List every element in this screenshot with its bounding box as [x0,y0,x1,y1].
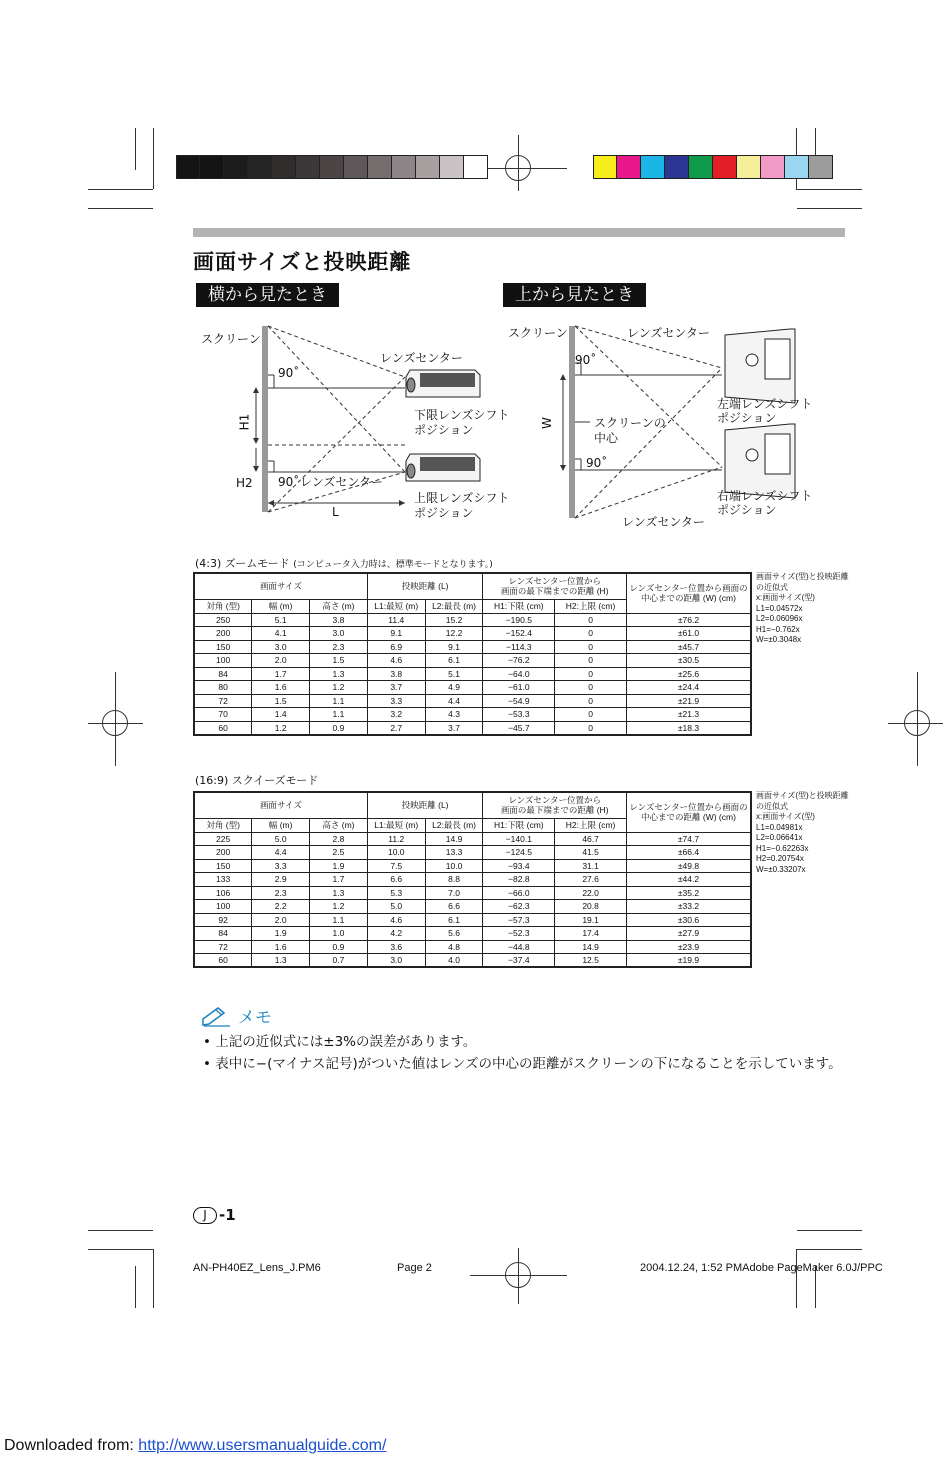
table-cell: ±74.7 [626,832,751,846]
projector-top-icon [725,424,795,498]
table-cell: 4.3 [425,708,483,722]
table-cell: 1.6 [252,681,310,695]
table-column-header: H2:上限 (cm) [555,599,627,613]
table-group-header: レンズセンター位置から画面の 中心までの距離 (W) (cm) [626,573,751,613]
table-row [194,667,751,681]
formula-line: H2=0.20754x [756,854,804,863]
color-swatch [737,155,761,179]
color-swatch [368,155,392,179]
table-cell: 12.5 [555,954,627,968]
table-cell: 41.5 [555,846,627,860]
h2-label: H2 [236,476,253,490]
color-swatch [392,155,416,179]
table-cell: 60 [194,954,252,968]
table-cell: 0 [555,681,627,695]
table-column-header: 幅 (m) [252,599,310,613]
table-cell: 1.7 [252,667,310,681]
table-group-header: レンズセンター位置から 画面の最下端までの距離 (H) [483,792,627,818]
table-cell: ±76.2 [626,613,751,627]
angle-label: 90˚ [278,366,300,380]
table-cell: 3.8 [367,667,425,681]
color-swatch [713,155,737,179]
table-cell: 72 [194,940,252,954]
table-column-header: 幅 (m) [252,818,310,832]
table-cell: −61.0 [483,681,555,695]
table-row [194,640,751,654]
table-cell: 5.3 [367,886,425,900]
table-column-header: H1:下限 (cm) [483,818,555,832]
table-cell: 1.3 [310,667,368,681]
table-cell: 27.6 [555,873,627,887]
footer-file: AN-PH40EZ_Lens_J.PM6 [193,1262,321,1274]
table-cell: 5.0 [252,832,310,846]
color-swatch [200,155,224,179]
table-cell: −114.3 [483,640,555,654]
screen-center-label: スクリーンの [594,416,666,430]
lens-center-label: レンズセンター [300,475,383,489]
table-row [194,886,751,900]
download-source [4,1437,386,1455]
table-cell: 4.1 [252,627,310,641]
download-label: Downloaded from: [4,1437,139,1454]
process-color-bar [593,155,833,179]
table-4-3-zoom [193,572,752,736]
formula-line: L1=0.04981x [756,822,803,832]
table1-formula-note [756,572,849,646]
table-row [194,913,751,927]
color-swatch [416,155,440,179]
table-cell: ±44.2 [626,873,751,887]
page-number [193,1206,236,1224]
table-cell: 9.1 [425,640,483,654]
table-cell: 1.4 [252,708,310,722]
table-row [194,694,751,708]
table-cell: 2.0 [252,654,310,668]
table-cell: −37.4 [483,954,555,968]
color-swatch [665,155,689,179]
right-shift-position: ポジション [717,503,777,517]
table-row [194,832,751,846]
formula-line: の近似式 [756,582,788,592]
table-cell: 2.8 [310,832,368,846]
table-cell: ±21.9 [626,694,751,708]
table-cell: 1.5 [310,654,368,668]
table-cell: 31.1 [555,859,627,873]
table-cell: 1.1 [310,694,368,708]
formula-line: 画面サイズ(型)と投映距離 [756,791,849,800]
h1-label: H1 [237,413,252,431]
table-cell: ±45.7 [626,640,751,654]
table-cell: 3.7 [367,681,425,695]
color-swatch [320,155,344,179]
screen-label: スクリーン [201,332,261,346]
angle-label: 90˚ [278,475,300,489]
table-cell: 2.3 [252,886,310,900]
table-cell: 84 [194,927,252,941]
top-view-tag: 上から見たとき [503,283,646,307]
table-row [194,927,751,941]
projector-icon [406,454,480,481]
table-group-header: 画面サイズ [194,573,367,599]
page-number-text: -1 [219,1206,236,1224]
table-column-header: H1:下限 (cm) [483,599,555,613]
table-column-header: 高さ (m) [310,599,368,613]
table-cell: 10.0 [425,859,483,873]
table-cell: 0 [555,721,627,735]
table-cell: 1.2 [310,681,368,695]
table-cell: ±49.8 [626,859,751,873]
table-cell: 1.0 [310,927,368,941]
table-group-header: 画面サイズ [194,792,367,818]
table-cell: 4.4 [425,694,483,708]
memo-heading [200,1003,272,1028]
color-swatch [464,155,488,179]
table-16-9-squeeze [193,791,752,968]
table-cell: 4.4 [252,846,310,860]
table-cell: 4.9 [425,681,483,695]
table-cell: ±33.2 [626,900,751,914]
table-cell: 225 [194,832,252,846]
lower-shift-label: 下限レンズシフト [414,408,510,422]
table-cell: 0 [555,694,627,708]
angle-label: 90˚ [575,353,597,367]
table1-note: (コンピュータ入力時は、標準モードとなります。) [293,560,493,570]
table-cell: −93.4 [483,859,555,873]
table-cell: 12.2 [425,627,483,641]
table-cell: 1.1 [310,913,368,927]
table-group-header: 投映距離 (L) [367,573,483,599]
table-cell: ±19.9 [626,954,751,968]
table-cell: 1.2 [252,721,310,735]
formula-line: H1=−0.62263x [756,843,809,853]
table-cell: 6.6 [367,873,425,887]
color-swatch [224,155,248,179]
table-cell: 6.6 [425,900,483,914]
table-cell: ±21.3 [626,708,751,722]
table-cell: 0 [555,667,627,681]
table-cell: 6.1 [425,654,483,668]
table-cell: 7.5 [367,859,425,873]
table-cell: 200 [194,846,252,860]
color-swatch [296,155,320,179]
table-cell: ±61.0 [626,627,751,641]
table-cell: 6.1 [425,913,483,927]
page-badge: J [193,1207,217,1224]
page-title: 画面サイズと投映距離 [193,250,412,274]
table-cell: −64.0 [483,667,555,681]
table-cell: −140.1 [483,832,555,846]
formula-line: L2=0.06096x [756,614,803,623]
table-cell: 3.8 [310,613,368,627]
formula-line: H1=−0.762x [756,624,800,634]
table-cell: 1.9 [310,859,368,873]
table-column-header: L1:最短 (m) [367,818,425,832]
table-cell: 1.2 [310,900,368,914]
lower-shift-position: ポジション [414,423,474,437]
formula-line: L2=0.06641x [756,833,803,842]
table-cell: ±24.4 [626,681,751,695]
left-shift-label: 左端レンズシフト [717,397,813,411]
left-shift-position: ポジション [717,411,777,425]
table-cell: 4.0 [425,954,483,968]
upper-shift-position: ポジション [414,506,474,520]
table-cell: 1.1 [310,708,368,722]
table-cell: 1.6 [252,940,310,954]
lens-center-label: レンズセンター [380,351,463,365]
table-cell: −152.4 [483,627,555,641]
table-cell: 1.3 [252,954,310,968]
projector-top-icon [725,329,795,403]
color-swatch [689,155,713,179]
table-cell: 0 [555,654,627,668]
table-row [194,627,751,641]
table-cell: 1.5 [252,694,310,708]
table-cell: 6.9 [367,640,425,654]
table-cell: 3.3 [367,694,425,708]
table-cell: 2.0 [252,913,310,927]
table-cell: −53.3 [483,708,555,722]
formula-line: x:画面サイズ(型) [756,812,815,821]
formula-line: W=±0.33207x [756,864,806,874]
table-row [194,681,751,695]
table-column-header: 高さ (m) [310,818,368,832]
table-group-header: 投映距離 (L) [367,792,483,818]
table-cell: 7.0 [425,886,483,900]
color-swatch [809,155,833,179]
table-cell: −44.8 [483,940,555,954]
gray-color-bar [176,155,488,179]
table-cell: 14.9 [425,832,483,846]
memo-item: • 表中に−(マイナス記号)がついた値はレンズの中心の距離がスクリーンの下になることを示しています。 [203,1056,842,1072]
table2-formula-note [756,791,849,875]
table-cell: 15.2 [425,613,483,627]
table-cell: −124.5 [483,846,555,860]
memo-label: メモ [238,1008,272,1028]
screen-label: スクリーン [508,326,568,340]
table-column-header: L2:最長 (m) [425,599,483,613]
table-cell: 5.6 [425,927,483,941]
color-swatch [761,155,785,179]
table-cell: 2.9 [252,873,310,887]
table-cell: −190.5 [483,613,555,627]
title-band [193,228,845,237]
table-cell: 84 [194,667,252,681]
table-cell: 0 [555,613,627,627]
table-row [194,613,751,627]
w-label: W [539,417,554,429]
table-cell: 106 [194,886,252,900]
table-cell: 150 [194,640,252,654]
table-group-header: レンズセンター位置から 画面の最下端までの距離 (H) [483,573,627,599]
color-swatch [176,155,200,179]
table-cell: 5.1 [252,613,310,627]
table-cell: 100 [194,654,252,668]
table-cell: ±30.5 [626,654,751,668]
table-cell: −82.8 [483,873,555,887]
table-cell: −66.0 [483,886,555,900]
table-cell: 3.3 [252,859,310,873]
table-cell: 3.0 [367,954,425,968]
table-row [194,954,751,968]
formula-line: L1=0.04572x [756,603,803,613]
table-cell: 3.0 [252,640,310,654]
table-cell: 4.6 [367,913,425,927]
table-cell: 11.2 [367,832,425,846]
table-cell: 150 [194,859,252,873]
table-cell: ±66.4 [626,846,751,860]
table-column-header: L1:最短 (m) [367,599,425,613]
table-cell: ±23.9 [626,940,751,954]
formula-line: W=±0.3048x [756,635,802,644]
screen-center-label-2: 中心 [594,431,619,445]
side-view-tag: 横から見たとき [196,283,339,307]
table-cell: 0.9 [310,940,368,954]
table-cell: 250 [194,613,252,627]
table-cell: 80 [194,681,252,695]
table-cell: −62.3 [483,900,555,914]
table-cell: 1.9 [252,927,310,941]
table-cell: 22.0 [555,886,627,900]
l-label: L [332,505,339,519]
table-row [194,708,751,722]
table-cell: ±30.6 [626,913,751,927]
upper-shift-label: 上限レンズシフト [414,491,510,505]
table-cell: 4.8 [425,940,483,954]
table-cell: ±18.3 [626,721,751,735]
table-column-header: L2:最長 (m) [425,818,483,832]
table-cell: −57.3 [483,913,555,927]
table-cell: 10.0 [367,846,425,860]
table-cell: 9.1 [367,627,425,641]
table-cell: 100 [194,900,252,914]
table-cell: −54.9 [483,694,555,708]
table-cell: 5.0 [367,900,425,914]
table-group-header: レンズセンター位置から画面の 中心までの距離 (W) (cm) [626,792,751,832]
color-swatch [617,155,641,179]
table-cell: 60 [194,721,252,735]
table-cell: 3.2 [367,708,425,722]
table-cell: 200 [194,627,252,641]
table-cell: 19.1 [555,913,627,927]
table-row [194,721,751,735]
table-cell: 8.8 [425,873,483,887]
color-swatch [344,155,368,179]
table-cell: 46.7 [555,832,627,846]
table1-caption [195,555,493,571]
download-link[interactable]: http://www.usersmanualguide.com/ [138,1437,387,1454]
table-cell: 0 [555,640,627,654]
table-row [194,859,751,873]
table-row [194,873,751,887]
angle-label: 90˚ [586,456,608,470]
table-cell: 4.6 [367,654,425,668]
color-swatch [440,155,464,179]
table-cell: ±35.2 [626,886,751,900]
table-cell: 92 [194,913,252,927]
table-cell: ±27.9 [626,927,751,941]
table-cell: −52.3 [483,927,555,941]
right-shift-label: 右端レンズシフト [717,489,813,503]
table-cell: 0.9 [310,721,368,735]
color-swatch [248,155,272,179]
table-cell: 4.2 [367,927,425,941]
table-cell: 72 [194,694,252,708]
color-swatch [593,155,617,179]
table1-title: (4:3) ズームモード [195,557,290,570]
color-swatch [272,155,296,179]
table-cell: 17.4 [555,927,627,941]
table-cell: 20.8 [555,900,627,914]
table-column-header: 対角 (型) [194,599,252,613]
projector-icon [406,370,480,397]
table-cell: 2.3 [310,640,368,654]
table-row [194,900,751,914]
table-cell: 133 [194,873,252,887]
table-cell: ±25.6 [626,667,751,681]
table-row [194,846,751,860]
table-cell: 0.7 [310,954,368,968]
table-cell: 0 [555,627,627,641]
footer-date: 2004.12.24, 1:52 PMAdobe PageMaker 6.0J/PPC [640,1262,883,1274]
footer-page: Page 2 [397,1262,432,1274]
pencil-icon [200,1005,234,1027]
lens-center-label: レンズセンター [622,515,705,529]
formula-line: x:画面サイズ(型) [756,593,815,602]
table-cell: 3.6 [367,940,425,954]
table-cell: 0 [555,708,627,722]
table-cell: 14.9 [555,940,627,954]
table-cell: −45.7 [483,721,555,735]
table-cell: 3.0 [310,627,368,641]
table-cell: 1.3 [310,886,368,900]
color-swatch [785,155,809,179]
table-row [194,654,751,668]
table-cell: 3.7 [425,721,483,735]
table-cell: 13.3 [425,846,483,860]
table-row [194,940,751,954]
table-cell: −76.2 [483,654,555,668]
table-cell: 2.7 [367,721,425,735]
table-cell: 5.1 [425,667,483,681]
formula-line: 画面サイズ(型)と投映距離 [756,572,849,581]
table-cell: 70 [194,708,252,722]
table-column-header: 対角 (型) [194,818,252,832]
table-column-header: H2:上限 (cm) [555,818,627,832]
table-cell: 11.4 [367,613,425,627]
memo-item: • 上記の近似式には±3%の誤差があります。 [203,1034,477,1050]
table-cell: 2.5 [310,846,368,860]
table-cell: 1.7 [310,873,368,887]
table-cell: 2.2 [252,900,310,914]
lens-center-label: レンズセンター [627,326,710,340]
table2-caption: (16:9) スクイーズモード [195,774,319,787]
color-swatch [641,155,665,179]
formula-line: の近似式 [756,801,788,811]
